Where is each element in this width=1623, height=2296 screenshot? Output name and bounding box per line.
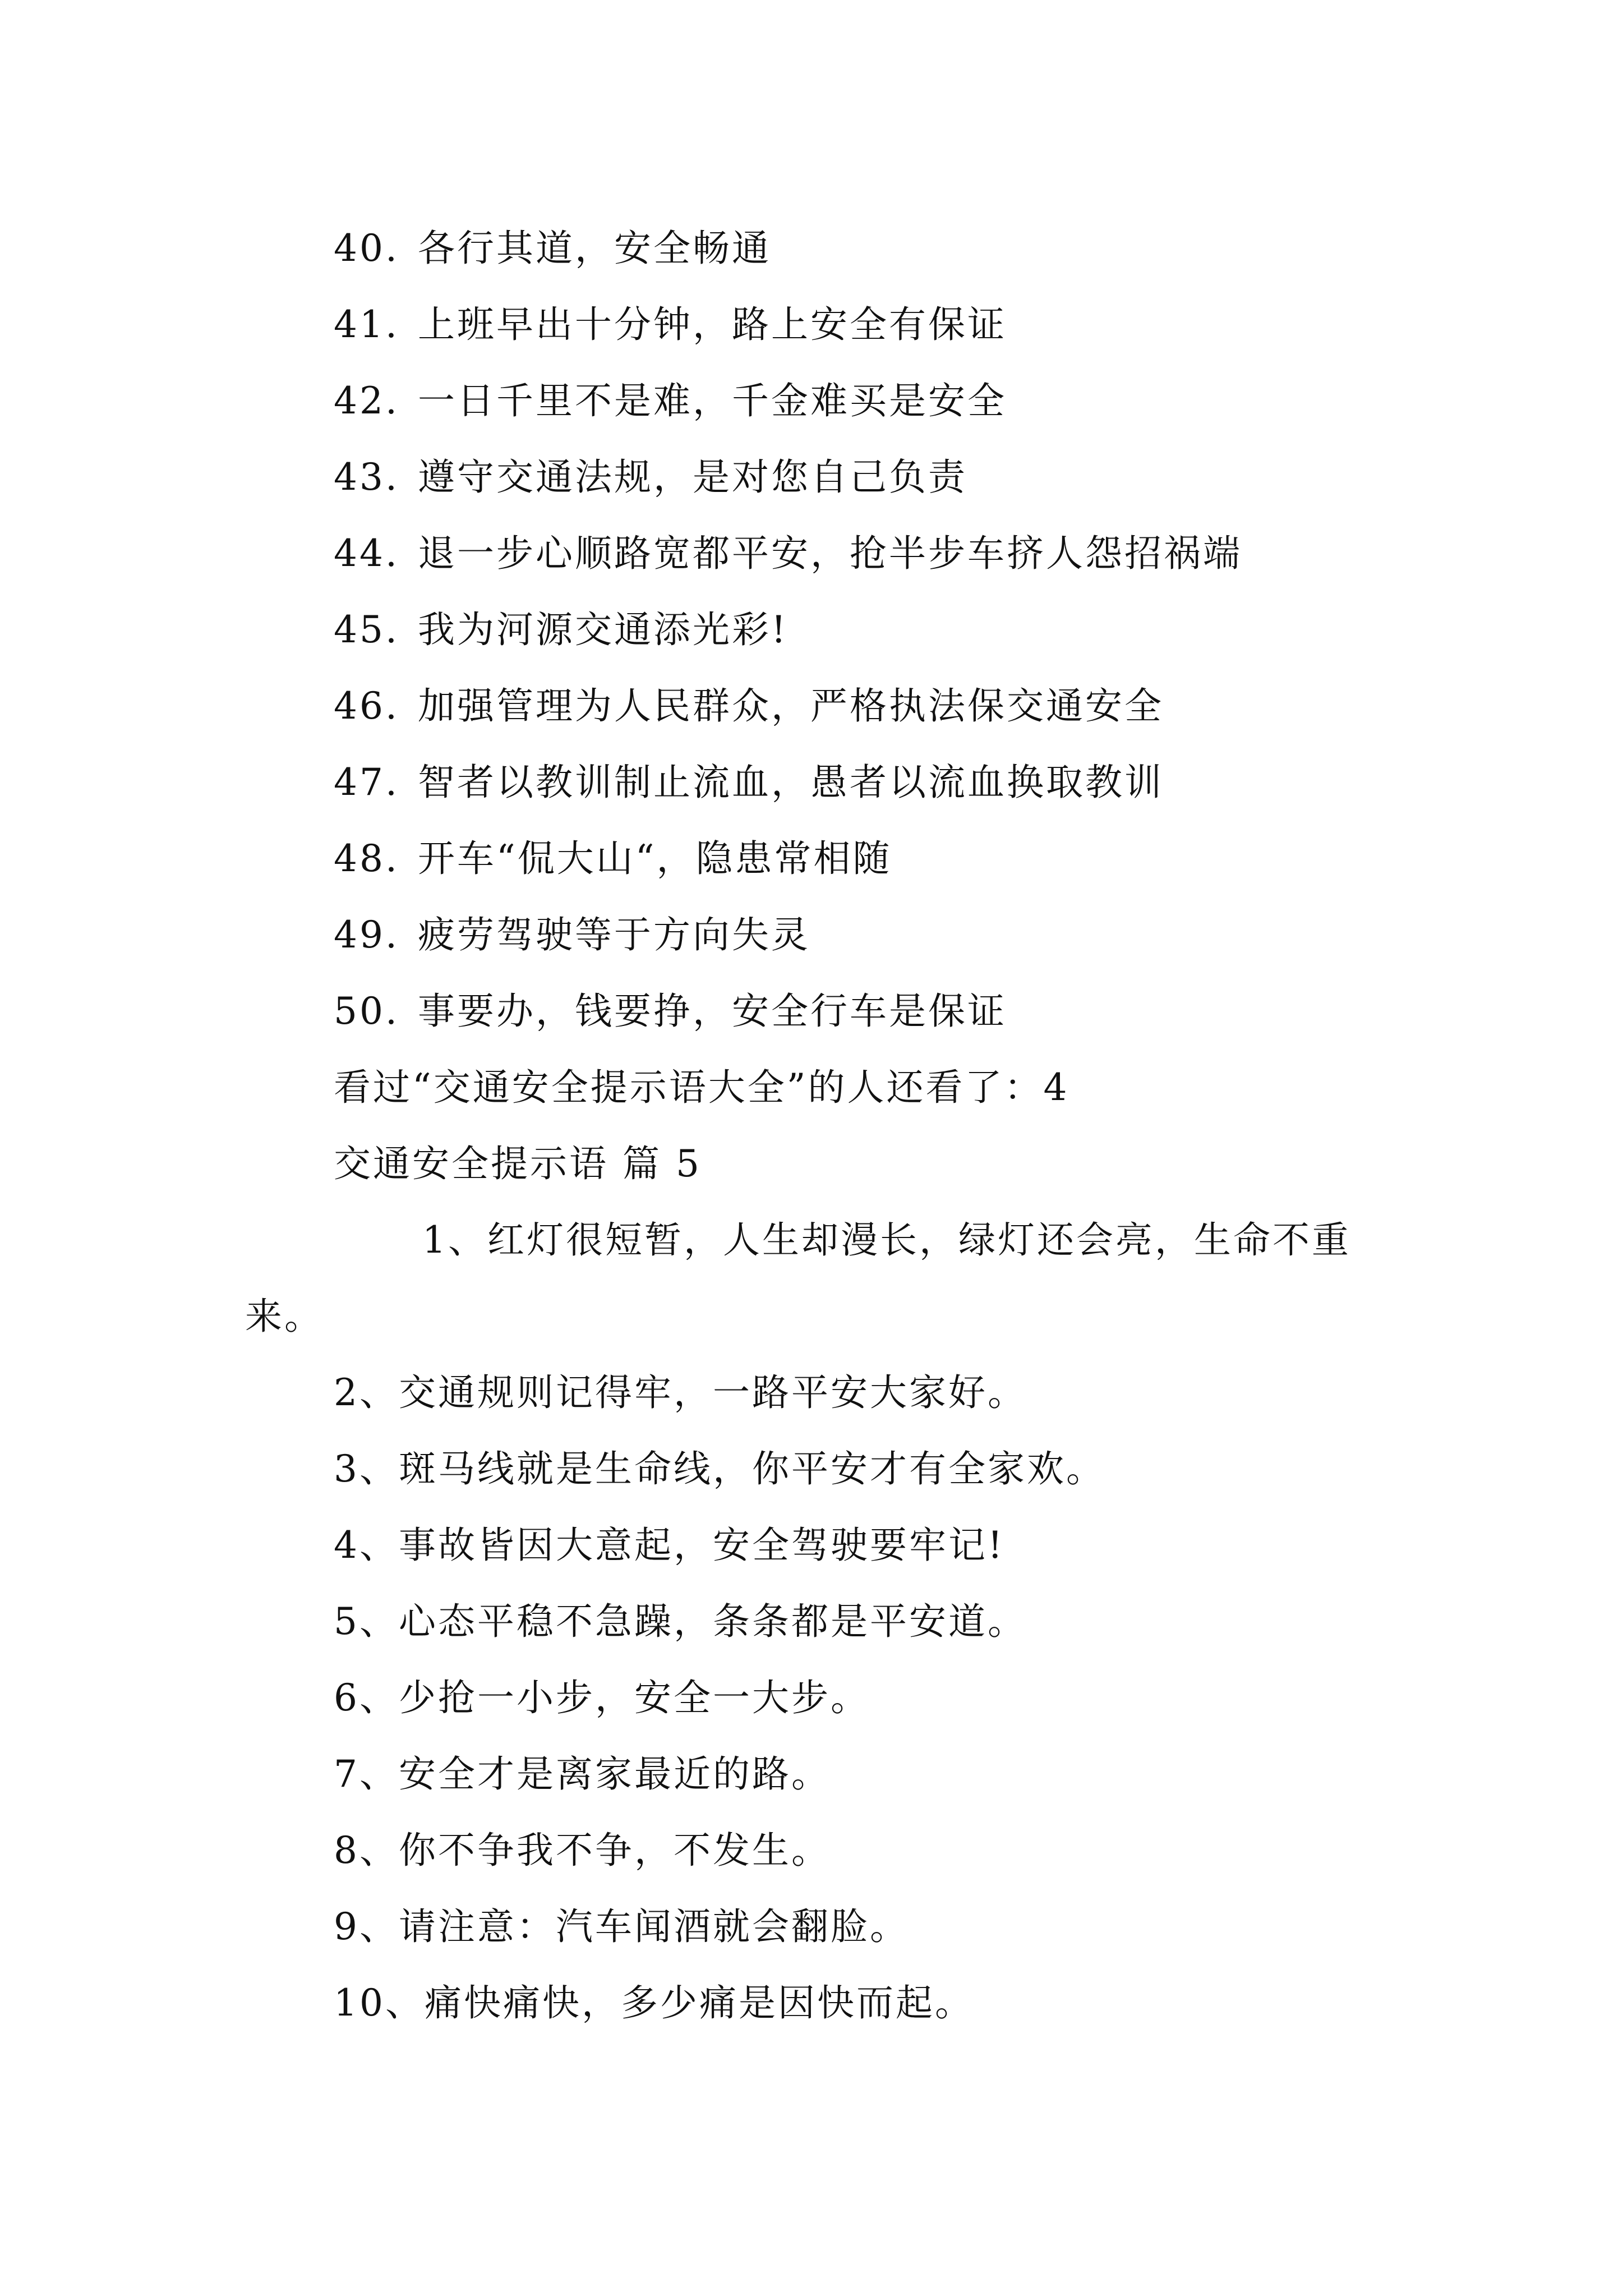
list-item	[245, 287, 1384, 363]
item-text: 上班早出十分钟，路上安全有保证	[418, 303, 1007, 346]
item-text: 我为河源交通添光彩!	[418, 608, 789, 651]
item-text: 请注意：汽车闻酒就会翻脸。	[399, 1905, 909, 1948]
related-articles-line: 看过“交通安全提示语大全”的人还看了：4	[334, 1066, 1069, 1109]
list-item	[245, 897, 1384, 973]
item-text: 一日千里不是难，千金难买是安全	[418, 379, 1007, 422]
item-number: 45.	[334, 608, 399, 651]
list-item	[245, 821, 1384, 897]
item-number: 43.	[334, 455, 399, 499]
list-item	[245, 592, 1384, 668]
item-text: 退一步心顺路宽都平安，抢半步车挤人怨招祸端	[418, 532, 1242, 575]
list-item	[245, 1889, 1384, 1965]
item-text: 加强管理为人民群众，严格执法保交通安全	[418, 684, 1164, 728]
item-number: 9、	[334, 1905, 399, 1948]
item-number: 41.	[334, 303, 399, 346]
list-item	[245, 210, 1384, 287]
item-number: 44.	[334, 532, 399, 575]
item-number: 40.	[334, 227, 399, 270]
list-item	[245, 1965, 1384, 2041]
item-number: 2、	[334, 1371, 399, 1414]
list-item	[245, 1736, 1384, 1812]
item-number: 48.	[334, 837, 399, 880]
list-item	[245, 744, 1384, 821]
list-item	[245, 1355, 1384, 1431]
list-item	[245, 1812, 1384, 1889]
list-item	[245, 1202, 1384, 1355]
item-number: 10、	[334, 1981, 425, 2024]
item-number: 50.	[334, 990, 399, 1033]
item-text: 交通规则记得牢，一路平安大家好。	[399, 1371, 1027, 1414]
item-number: 3、	[334, 1447, 399, 1490]
list-item	[245, 668, 1384, 744]
list-item	[245, 1584, 1384, 1660]
list-item	[245, 439, 1384, 516]
list-item	[245, 1507, 1384, 1584]
item-text: 心态平稳不急躁，条条都是平安道。	[399, 1600, 1027, 1643]
item-text: 疲劳驾驶等于方向失灵	[418, 913, 810, 956]
item-text: 斑马线就是生命线，你平安才有全家欢。	[399, 1447, 1105, 1490]
item-text: 安全才是离家最近的路。	[399, 1752, 831, 1796]
list-item	[245, 1431, 1384, 1507]
item-text: 事故皆因大意起，安全驾驶要牢记!	[399, 1524, 1005, 1567]
item-number: 4、	[334, 1524, 399, 1567]
item-text: 各行其道，安全畅通	[418, 227, 771, 270]
item-text: 智者以教训制止流血，愚者以流血换取教训	[418, 761, 1164, 804]
document-body	[245, 210, 1384, 2041]
item-number: 8、	[334, 1829, 399, 1872]
item-number: 42.	[334, 379, 399, 422]
list-item	[245, 363, 1384, 439]
item-number: 47.	[334, 761, 399, 804]
item-text: 红灯很短暂，人生却漫长，绿灯还会亮，生命不重来。	[245, 1218, 1351, 1338]
section-heading: 交通安全提示语 篇 5	[334, 1142, 702, 1185]
item-number: 6、	[334, 1676, 399, 1719]
item-number: 7、	[334, 1752, 399, 1796]
item-number: 49.	[334, 913, 399, 956]
list-item	[245, 1660, 1384, 1736]
list-item	[245, 516, 1384, 592]
item-number: 5、	[334, 1600, 399, 1643]
item-text: 开车“侃大山“，隐患常相随	[418, 837, 892, 880]
list-item	[245, 973, 1384, 1050]
item-text: 遵守交通法规，是对您自己负责	[418, 455, 967, 499]
item-text: 事要办，钱要挣，安全行车是保证	[418, 990, 1007, 1033]
item-text: 你不争我不争，不发生。	[399, 1829, 831, 1872]
item-text: 少抢一小步，安全一大步。	[399, 1676, 870, 1719]
item-number: 46.	[334, 684, 399, 728]
item-number: 1、	[422, 1218, 487, 1262]
item-text: 痛快痛快，多少痛是因快而起。	[424, 1981, 974, 2024]
